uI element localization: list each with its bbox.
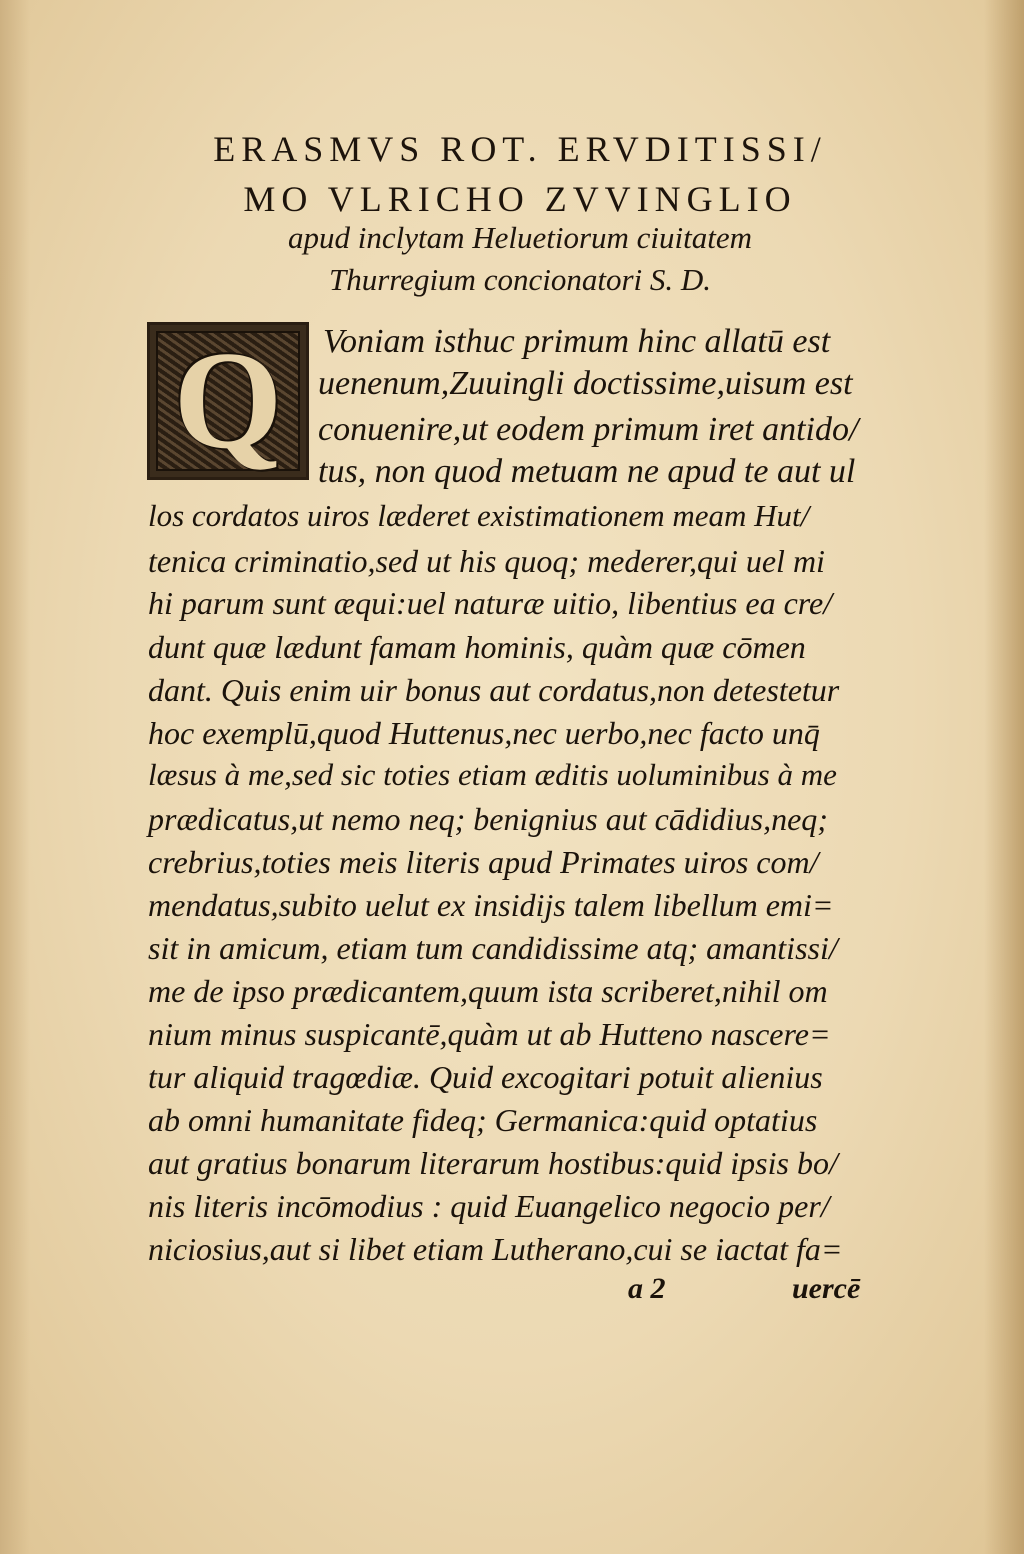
body-line-2: uenenum,Zuuingli doctissime,uisum est [318,365,853,402]
body-line-12: prædicatus,ut nemo neq; benignius aut cādidius,neq; [148,801,828,837]
page-edge-shadow-right [984,0,1024,1554]
body-line-22: niciosius,aut si libet etiam Lutherano,cui se iactat fa= [148,1231,843,1267]
body-line-16: me de ipso prædicantem,quum ista scriberet,nihil om [148,973,828,1009]
decorated-initial [147,322,309,480]
body-line-15: sit in amicum, etiam tum candidissime atq; amantissi/ [148,930,838,966]
page-edge-shadow-left [0,0,30,1554]
body-line-18: tur aliquid tragœdiæ. Quid excogitari potuit alienius [148,1059,823,1095]
initial-letter: Q [173,323,283,478]
body-line-1: Voniam isthuc primum hinc allatū est [323,323,831,360]
body-line-3: conuenire,ut eodem primum iret antido/ [318,411,859,448]
heading-line-4: Thurregium concionatori S. D. [328,262,712,297]
body-line-11: læsus à me,sed sic toties etiam æditis uoluminibus à me [148,757,837,792]
catchword: uercē [792,1272,861,1305]
body-line-7: hi parum sunt æqui:uel naturæ uitio, libentius ea cre/ [148,585,833,621]
body-line-14: mendatus,subito uelut ex insidijs talem libellum emi= [148,887,834,923]
body-line-4: tus, non quod metuam ne apud te aut ul [318,453,856,490]
heading-line-3: apud inclytam Heluetiorum ciuitatem [287,220,753,255]
body-line-20: aut gratius bonarum literarum hostibus:quid ipsis bo/ [148,1145,838,1181]
body-line-6: tenica criminatio,sed ut his quoq; mederer,qui uel mi [148,543,825,579]
body-line-8: dunt quæ lædunt famam hominis, quàm quæ cōmen [148,629,806,665]
body-line-21: nis literis incōmodius : quid Euangelico negocio per/ [148,1188,830,1224]
signature-mark: a 2 [628,1272,666,1305]
heading-line-1: ERASMVS ROT. ERVDITISSI/ [213,129,827,169]
body-line-19: ab omni humanitate fideq; Germanica:quid optatius [148,1102,818,1138]
body-line-17: nium minus suspicantē,quàm ut ab Hutteno nascere= [148,1016,831,1052]
body-line-9: dant. Quis enim uir bonus aut cordatus,non detestetur [148,672,840,708]
heading-line-2: MO VLRICHO ZVVINGLIO [243,179,797,219]
body-line-5: los cordatos uiros læderet existimationem meam Hut/ [148,498,810,533]
body-line-13: crebrius,toties meis literis apud Primates uiros com/ [148,844,819,880]
body-line-10: hoc exemplū,quod Huttenus,nec uerbo,nec facto unq̄ [148,715,820,751]
